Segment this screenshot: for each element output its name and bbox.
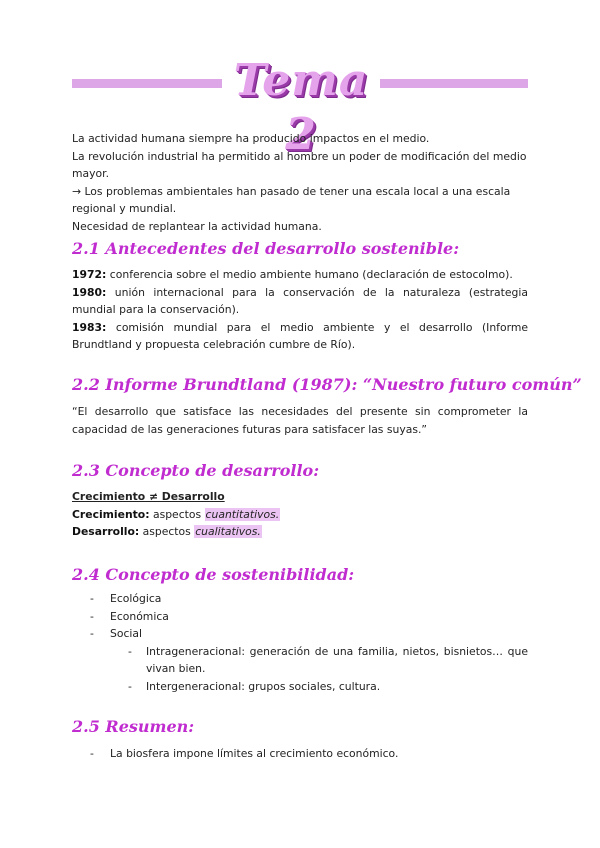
page-title: Tema 2 — [233, 55, 369, 160]
growth-label: Crecimiento: — [72, 507, 150, 521]
timeline-item — [72, 319, 528, 354]
section-2-1-body — [72, 266, 528, 354]
intro-line: Necesidad de replantear la actividad humana. — [72, 219, 322, 233]
timeline-text: comisión mundial para el medio ambiente y el desarrollo (Informe Brundtland y propuesta celebración cumbre de Río). — [72, 320, 528, 351]
list-item — [90, 745, 528, 763]
section-heading-2-5: 2.5 Resumen: — [72, 717, 195, 736]
list-item-text: Ecológica — [110, 592, 162, 605]
dash-bullet: - — [128, 679, 132, 693]
section-heading-2-2: 2.2 Informe Brundtland (1987): “Nuestro futuro común” — [72, 375, 582, 394]
growth-line — [72, 506, 528, 524]
section-heading-2-3: 2.3 Concepto de desarrollo: — [72, 461, 320, 480]
intro-line: La actividad humana siempre ha producido impactos en el medio. — [72, 132, 430, 145]
timeline-year: 1972: — [72, 268, 107, 281]
list-item-text: Económica — [110, 609, 169, 623]
dash-bullet: - — [90, 627, 94, 640]
section-heading-2-1: 2.1 Antecedentes del desarrollo sostenible: — [72, 239, 460, 258]
development-label: Desarrollo: — [72, 525, 140, 538]
list-item — [90, 608, 528, 626]
list-item — [90, 625, 528, 643]
growth-text: aspectos — [149, 507, 205, 521]
title-bar-left — [72, 79, 222, 88]
timeline-year: 1983: — [72, 320, 107, 334]
dash-bullet: - — [90, 609, 94, 623]
timeline-item — [72, 266, 528, 284]
section-heading-2-4: 2.4 Concepto de sostenibilidad: — [72, 565, 355, 584]
dash-bullet: - — [90, 747, 94, 760]
list-item-text: La biosfera impone límites al crecimiento económico. — [110, 747, 399, 760]
list-item-text: Social — [110, 627, 143, 640]
dash-bullet: - — [90, 592, 94, 605]
timeline-year: 1980: — [72, 285, 107, 299]
sub-list-item — [90, 678, 528, 696]
timeline-item — [72, 284, 528, 319]
dash-bullet: - — [128, 644, 132, 658]
title-bar-right — [380, 79, 528, 88]
sub-list-item-text: Intergeneracional: grupos sociales, cultura. — [146, 679, 381, 693]
development-text: aspectos — [139, 525, 195, 538]
brundtland-quote: “El desarrollo que satisface las necesidades del presente sin comprometer la capacidad de las generaciones futuras para satisfacer las suyas.” — [72, 405, 528, 436]
growth-highlight: cuantitativos. — [205, 507, 280, 521]
growth-vs-development-text: Crecimiento ≠ Desarrollo — [72, 490, 225, 503]
timeline-text: unión internacional para la conservación de la naturaleza (estrategia mundial para la conservación). — [72, 285, 528, 316]
list-item — [90, 590, 528, 608]
intro-line: La revolución industrial ha permitido al hombre un poder de modificación del medio mayor. — [72, 149, 527, 180]
sub-list-item — [90, 643, 528, 678]
intro-line: → Los problemas ambientales han pasado de tener una escala local a una escala regional y mundial. — [72, 184, 511, 215]
sustainability-list — [90, 590, 528, 695]
intro-text — [72, 130, 528, 235]
growth-vs-development — [72, 488, 528, 506]
timeline-text: conferencia sobre el medio ambiente humano (declaración de estocolmo). — [106, 268, 513, 281]
section-2-3-body — [72, 488, 528, 541]
development-highlight: cualitativos. — [195, 525, 261, 538]
sub-list-item-text: Intrageneracional: generación de una familia, nietos, bisnietos… que vivan bien. — [146, 644, 528, 675]
development-line — [72, 523, 528, 541]
summary-list — [90, 745, 528, 763]
